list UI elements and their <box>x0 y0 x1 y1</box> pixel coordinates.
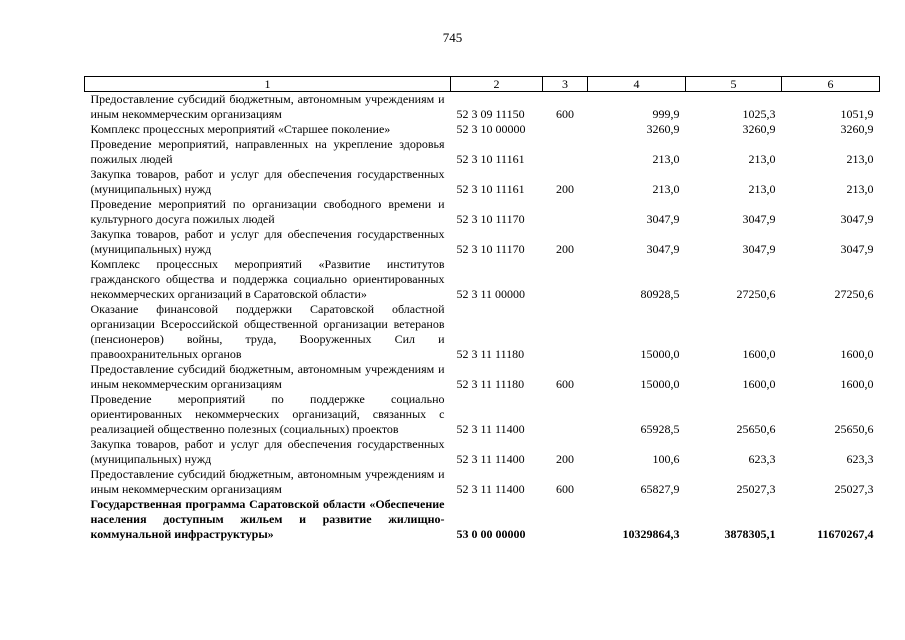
row-code: 52 3 11 11400 <box>456 482 525 496</box>
row-expense-type <box>543 122 588 137</box>
row-name: Оказание финансовой поддержки Саратовской областной организации Всероссийской общественной организации ветеранов (пенсионеров) войны, труда, Вооруженных Сил и правоохранительных органов <box>90 302 445 361</box>
row-value-3: 25027,3 <box>834 482 874 496</box>
row-value-2: 3260,9 <box>742 122 776 136</box>
row-value-3: 11670267,4 <box>817 527 874 541</box>
row-expense-type <box>543 302 588 362</box>
row-expense-type <box>543 197 588 227</box>
row-value-3: 27250,6 <box>834 287 874 301</box>
row-expense-type: 200 <box>556 452 574 466</box>
header-col-5: 5 <box>686 77 782 92</box>
header-col-1: 1 <box>85 77 451 92</box>
row-value-1: 3260,9 <box>646 122 680 136</box>
row-value-3: 3047,9 <box>840 212 874 226</box>
row-value-2: 1025,3 <box>742 107 776 121</box>
row-value-2: 213,0 <box>748 152 776 166</box>
row-value-1: 80928,5 <box>640 287 680 301</box>
row-value-1: 213,0 <box>652 152 680 166</box>
row-expense-type: 200 <box>556 242 574 256</box>
row-name: Комплекс процессных мероприятий «Развитие институтов гражданского общества и поддержка социально ориентированных некоммерческих организаций в Саратовской области» <box>90 257 445 301</box>
row-value-3: 3047,9 <box>840 242 874 256</box>
row-name: Проведение мероприятий по поддержке социально ориентированных некоммерческих организаций, связанных с реализацией общественно полезных (социальных) проектов <box>90 392 445 436</box>
row-value-2: 623,3 <box>748 452 776 466</box>
row-code: 52 3 11 11400 <box>456 452 525 466</box>
budget-table <box>84 76 880 542</box>
header-row <box>85 77 880 92</box>
row-value-1: 15000,0 <box>640 347 680 361</box>
row-code: 52 3 11 11400 <box>456 422 525 436</box>
row-value-1: 10329864,3 <box>622 527 680 541</box>
table-row <box>85 227 880 257</box>
table-row <box>85 137 880 167</box>
row-code: 52 3 10 11161 <box>456 182 525 196</box>
header-col-4: 4 <box>588 77 686 92</box>
row-name: Закупка товаров, работ и услуг для обеспечения государственных (муниципальных) нужд <box>90 227 445 256</box>
row-value-2: 25027,3 <box>736 482 776 496</box>
header-col-3: 3 <box>543 77 588 92</box>
table-row <box>85 467 880 497</box>
table-row-program-total <box>85 497 880 542</box>
row-expense-type <box>543 137 588 167</box>
row-code: 52 3 10 11170 <box>456 242 525 256</box>
row-code: 52 3 10 11170 <box>456 212 525 226</box>
row-expense-type <box>543 257 588 302</box>
row-name: Комплекс процессных мероприятий «Старшее поколение» <box>90 122 391 136</box>
row-value-3: 213,0 <box>846 182 874 196</box>
row-name: Государственная программа Саратовской области «Обеспечение населения доступным жильем и развитие жилищно-коммунальной инфраструктуры» <box>90 497 445 541</box>
row-value-2: 25650,6 <box>736 422 776 436</box>
table-row <box>85 302 880 362</box>
table-row <box>85 167 880 197</box>
table-row <box>85 122 880 137</box>
row-value-2: 27250,6 <box>736 287 776 301</box>
row-name: Закупка товаров, работ и услуг для обеспечения государственных (муниципальных) нужд <box>90 167 445 196</box>
row-value-2: 3878305,1 <box>724 527 776 541</box>
row-value-1: 3047,9 <box>646 212 680 226</box>
row-expense-type: 600 <box>556 107 574 121</box>
row-expense-type <box>543 497 588 542</box>
row-expense-type <box>543 392 588 437</box>
row-code: 52 3 09 11150 <box>456 107 525 121</box>
table-row <box>85 437 880 467</box>
page-number: 745 <box>442 30 463 45</box>
row-value-3: 623,3 <box>846 452 874 466</box>
row-code: 52 3 11 11180 <box>456 347 525 361</box>
row-value-1: 65928,5 <box>640 422 680 436</box>
header-col-6: 6 <box>782 77 880 92</box>
row-value-3: 213,0 <box>846 152 874 166</box>
header-col-2: 2 <box>451 77 543 92</box>
table-row <box>85 392 880 437</box>
row-expense-type: 600 <box>556 482 574 496</box>
row-value-3: 1051,9 <box>840 107 874 121</box>
row-name: Предоставление субсидий бюджетным, автономным учреждениям и иным некоммерческим организациям <box>90 92 445 121</box>
row-value-1: 100,6 <box>652 452 680 466</box>
row-code: 52 3 11 00000 <box>456 287 526 301</box>
row-code: 52 3 10 11161 <box>456 152 525 166</box>
row-name: Предоставление субсидий бюджетным, автономным учреждениям и иным некоммерческим организациям <box>90 362 445 391</box>
row-value-2: 1600,0 <box>742 377 776 391</box>
row-value-2: 3047,9 <box>742 212 776 226</box>
row-expense-type: 200 <box>556 182 574 196</box>
row-value-1: 15000,0 <box>640 377 680 391</box>
row-value-3: 1600,0 <box>840 377 874 391</box>
row-code: 52 3 11 11180 <box>456 377 525 391</box>
row-code: 53 0 00 00000 <box>456 527 526 541</box>
row-name: Проведение мероприятий, направленных на укрепление здоровья пожилых людей <box>90 137 445 166</box>
table-row <box>85 257 880 302</box>
row-value-3: 1600,0 <box>840 347 874 361</box>
row-expense-type: 600 <box>556 377 574 391</box>
table-row <box>85 92 880 123</box>
row-value-2: 3047,9 <box>742 242 776 256</box>
table-row <box>85 197 880 227</box>
row-value-1: 213,0 <box>652 182 680 196</box>
table-row <box>85 362 880 392</box>
row-code: 52 3 10 00000 <box>456 122 526 136</box>
row-value-1: 999,9 <box>652 107 680 121</box>
row-value-1: 65827,9 <box>640 482 680 496</box>
row-value-2: 213,0 <box>748 182 776 196</box>
row-value-2: 1600,0 <box>742 347 776 361</box>
row-name: Закупка товаров, работ и услуг для обеспечения государственных (муниципальных) нужд <box>90 437 445 466</box>
row-name: Предоставление субсидий бюджетным, автономным учреждениям и иным некоммерческим организациям <box>90 467 445 496</box>
row-value-3: 3260,9 <box>840 122 874 136</box>
row-value-1: 3047,9 <box>646 242 680 256</box>
row-value-3: 25650,6 <box>834 422 874 436</box>
row-name: Проведение мероприятий по организации свободного времени и культурного досуга пожилых людей <box>90 197 445 226</box>
